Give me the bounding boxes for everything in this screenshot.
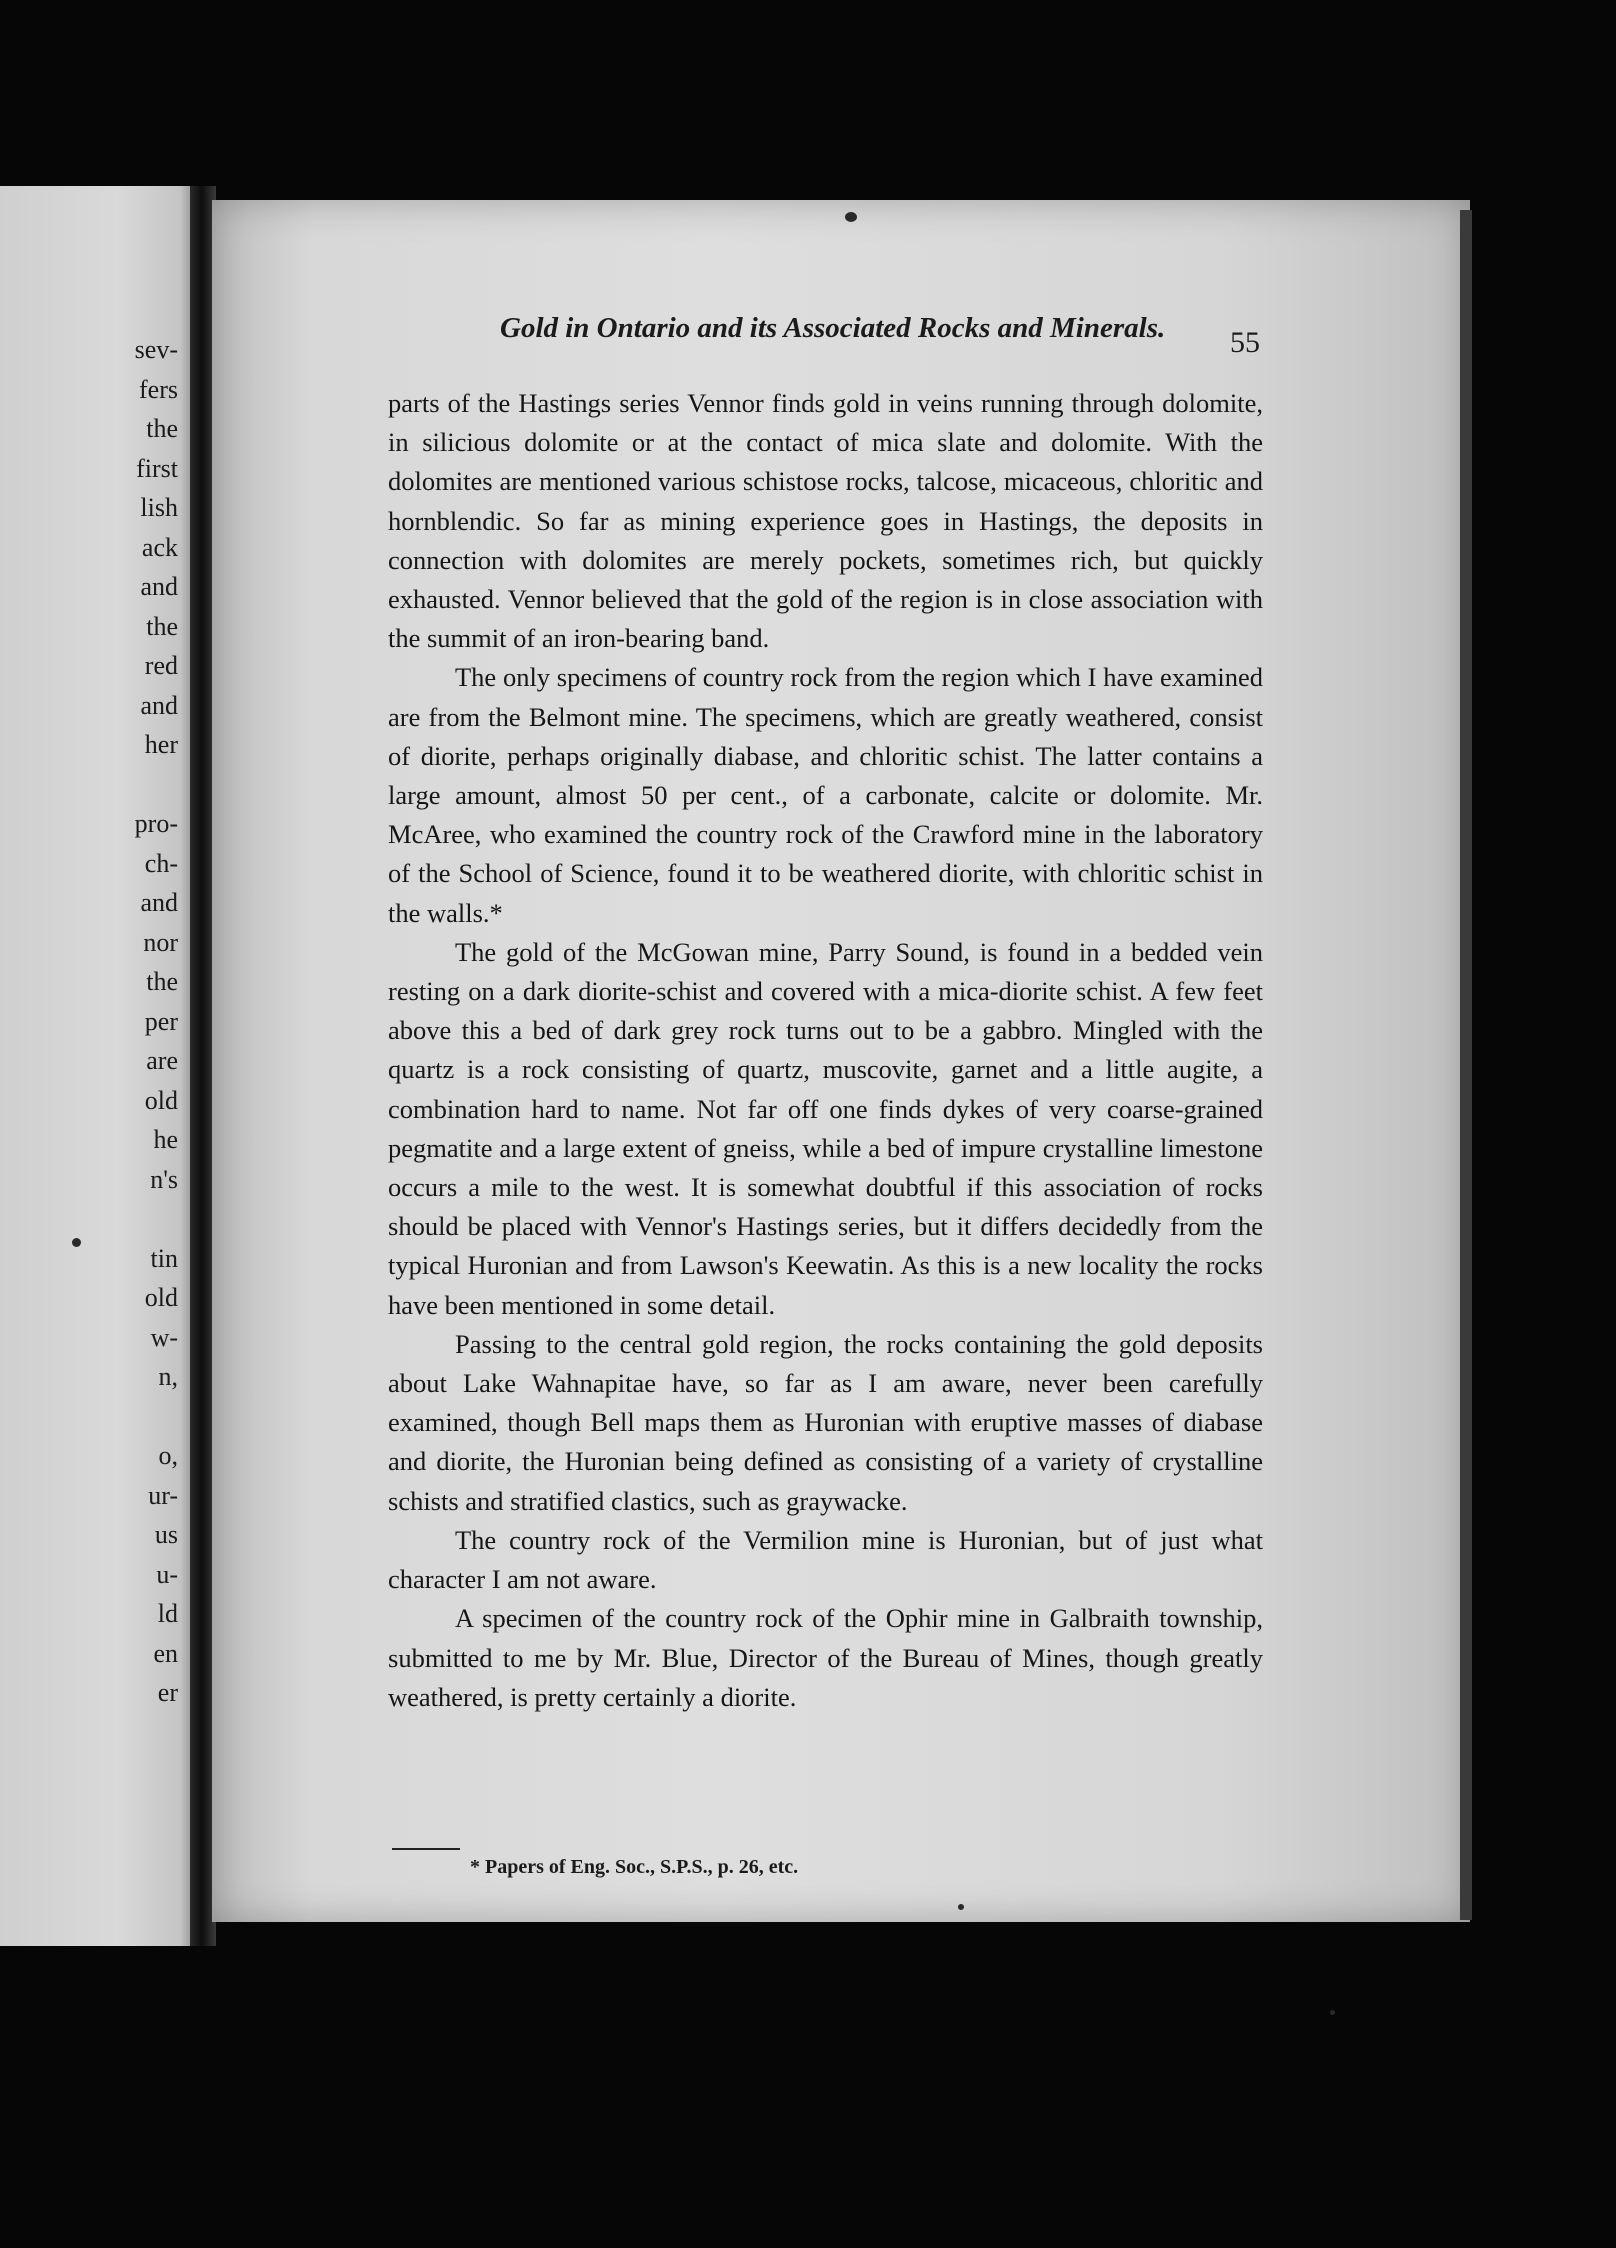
left-page-fragment: per (144, 1006, 178, 1036)
left-page-fragment: ack (141, 532, 178, 562)
paragraph: Passing to the central gold region, the rocks containing the gold deposits about Lake Wahnapitae have, so far as I am aware, never been carefully examined, though Bell maps them as Huronian with eruptive masses of diabase and diorite, the Huronian being defined as consisting of a variety of crystalline schists and stratified clastics, such as graywacke. (388, 1328, 1263, 1516)
left-page-fragment: u- (156, 1559, 178, 1589)
left-page-fragment: and (140, 690, 178, 720)
left-page-fragment: red (144, 651, 178, 680)
left-page-fragment: ur- (148, 1480, 178, 1510)
left-page-fragment: her (144, 730, 178, 759)
paragraph: The only specimens of country rock from the region which I have examined are from the Belmont mine. The specimens, which are greatly weathered, consist of diorite, perhaps originally diabase, and chloritic schist. The latter contains a large amount, almost 50 per cent., of a carbonate, calcite or dolomite. Mr. McAree, who examined the country rock of the Crawford mine in the laboratory of the School of Science, found it to be weathered diorite, with chloritic schist in the walls.* (388, 662, 1263, 928)
footnote: * Papers of Eng. Soc., S.P.S., p. 26, etc. (470, 1856, 799, 1878)
left-page-fragment: old (144, 1283, 178, 1312)
paragraph: parts of the Hastings series Vennor finds gold in veins running through dolomite, in silicious dolomite or at the contact of mica slate and dolomite. With the dolomites are mentioned various schistose rocks, talcose, micaceous, chloritic and hornblendic. So far as mining experience goes in Hastings, the deposits in connection with dolomites are merely pockets, sometimes rich, but quickly exhausted. Vennor believed that the gold of the region is in close association with the summit of an iron-bearing band. (388, 388, 1263, 654)
left-page-fragment: and (140, 572, 178, 601)
left-page-fragment: are (146, 1046, 178, 1075)
paragraph: A specimen of the country rock of the Ophir mine in Galbraith township, submitted to me by Mr. Blue, Director of the Bureau of Mines, though greatly weathered, is pretty certainly a diorite. (388, 1603, 1263, 1712)
footnote-rule (392, 1848, 460, 1850)
left-page-fragment: o, (158, 1441, 178, 1470)
ink-speck (958, 1904, 964, 1910)
left-page-fragment: er (157, 1678, 178, 1707)
left-page-fragment: ch- (144, 848, 178, 878)
body-text (388, 384, 1263, 1717)
page-number: 55 (1230, 326, 1260, 359)
ink-speck (1330, 2010, 1335, 2015)
left-page-fragment: the (146, 967, 178, 996)
left-page-fragment: lish (140, 493, 178, 522)
left-page-fragment: n's (150, 1164, 178, 1194)
ink-speck (845, 212, 857, 222)
left-page-fragment: old (144, 1085, 178, 1115)
left-page-fragment: ld (157, 1599, 178, 1628)
page-edge-shadow (1460, 210, 1472, 1920)
left-page-fragment: the (146, 611, 178, 641)
left-page-fragment: w- (150, 1322, 178, 1352)
left-page-fragment (0, 765, 190, 805)
left-page-fragment: and (140, 888, 178, 917)
left-page-fragment: first (136, 453, 178, 483)
left-page-fragment: sev- (134, 335, 178, 364)
paragraph: The country rock of the Vermilion mine is Huronian, but of just what character I am not aware. (388, 1524, 1263, 1595)
left-page-fragment: the (146, 414, 178, 443)
left-page-fragment: en (153, 1638, 178, 1668)
left-page-fragment: nor (143, 927, 178, 957)
left-page-fragment (0, 1397, 190, 1437)
left-page-fragment: us (154, 1520, 178, 1549)
left-page-fragment: he (153, 1125, 178, 1154)
left-page-fragment: fers (139, 374, 178, 404)
paragraph: The gold of the McGowan mine, Parry Sound, is found in a bedded vein resting on a dark diorite-schist and covered with a mica-diorite schist. A few feet above this a bed of dark grey rock turns out to be a gabbro. Mingled with the quartz is a rock consisting of quartz, muscovite, garnet and a little augite, a combination hard to name. Not far off one finds dykes of very coarse-grained pegmatite and a large extent of gneiss, while a bed of impure crystalline limestone occurs a mile to the west. It is somewhat doubtful if this association of rocks should be placed with Vennor's Hastings series, but it differs decidedly from the typical Huronian and from Lawson's Keewatin. As this is a new locality the rocks have been mentioned in some detail. (388, 936, 1263, 1320)
left-page-fragment: n, (158, 1362, 178, 1391)
left-page-line-fragments (0, 330, 190, 1713)
left-page-fragment: pro- (134, 809, 178, 838)
left-page-fragment: tin (150, 1243, 178, 1273)
left-page-fragment (0, 1199, 190, 1239)
running-head: Gold in Ontario and its Associated Rocks and Minerals. (500, 312, 1166, 344)
ink-speck (72, 1238, 81, 1247)
